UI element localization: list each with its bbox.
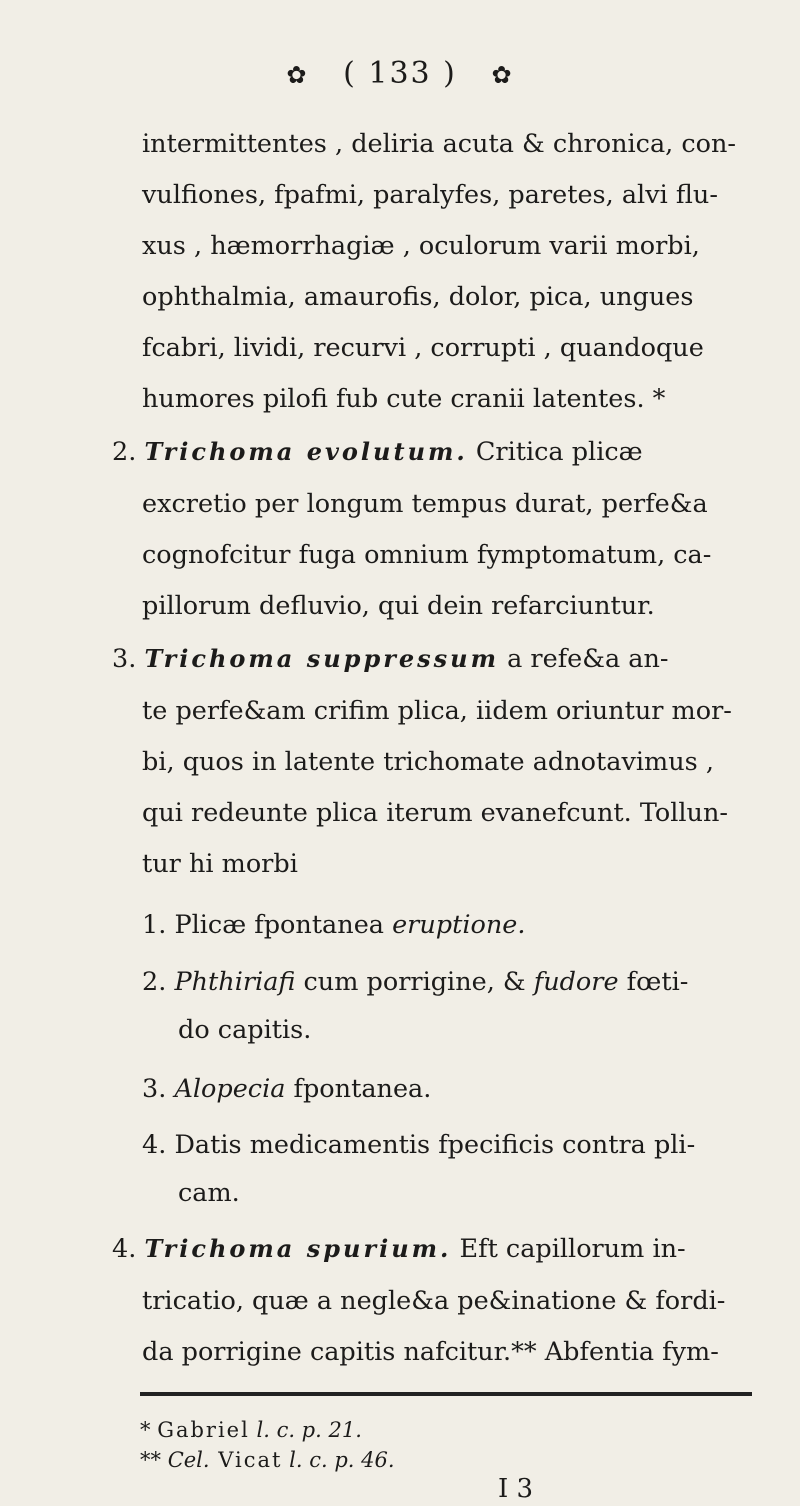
text-line: bi, quos in latente trichomate adnotavimus ,: [142, 747, 714, 777]
footnote-ref: l. c. p. 21.: [249, 1418, 362, 1442]
text-line: cognofcitur fuga omnium fymptomatum, ca-: [142, 540, 712, 570]
signature-mark: I 3: [498, 1474, 534, 1504]
section-title: Trichoma suppressum: [144, 644, 500, 673]
item-text: Datis medicamentis fpecificis contra pli-: [174, 1130, 696, 1160]
item-number: 3.: [142, 1074, 167, 1104]
footnote-author-title: Cel.: [167, 1448, 210, 1472]
ornament-right-icon: ✿: [491, 61, 514, 89]
section-title: Trichoma spurium.: [144, 1234, 452, 1263]
item-emphasis: eruptione.: [392, 910, 526, 940]
list-item: [142, 967, 689, 997]
text-line: da porrigine capitis nafcitur.** Abfentia fym-: [142, 1337, 719, 1367]
text-line: tricatio, quæ a negle&a pe&inatione & fordi-: [142, 1286, 726, 1316]
section-text: Eft capillorum in-: [451, 1234, 686, 1264]
text-line: fcabri, lividi, recurvi , corrupti , quandoque: [142, 333, 704, 363]
item-emphasis: Phthiriafi: [174, 967, 296, 997]
section-number: 3.: [112, 644, 137, 674]
footnote: [140, 1448, 395, 1472]
section-number: 4.: [112, 1234, 137, 1264]
item-number: 1.: [142, 910, 167, 940]
item-emphasis: Alopecia: [174, 1074, 286, 1104]
text-line: humores pilofi fub cute cranii latentes. *: [142, 384, 666, 414]
section-text: a refe&a an-: [499, 644, 669, 674]
footnote-mark: *: [140, 1418, 151, 1442]
text-line: te perfe&am crifim plica, iidem oriuntur mor-: [142, 696, 732, 726]
footnote-ref: l. c. p. 46.: [282, 1448, 395, 1472]
item-number: 4.: [142, 1130, 167, 1160]
ornament-left-icon: ✿: [286, 61, 309, 89]
footnote: [140, 1418, 362, 1442]
item-emphasis: fudore: [533, 967, 619, 997]
list-item-continuation: do capitis.: [178, 1015, 312, 1045]
text-line: pillorum defluvio, qui dein refarciuntur.: [142, 591, 655, 621]
item-number: 2.: [142, 967, 167, 997]
text-line: vulfiones, fpafmi, paralyfes, paretes, alvi flu-: [142, 180, 718, 210]
section-number: 2.: [112, 437, 137, 467]
item-text: fpontanea.: [285, 1074, 432, 1104]
text-line: intermittentes , deliria acuta & chronica, con-: [142, 129, 737, 159]
text-line: ophthalmia, amaurofis, dolor, pica, ungues: [142, 282, 694, 312]
footnote-mark: **: [140, 1448, 161, 1472]
section-text: Critica plicæ: [467, 437, 643, 467]
list-item: [142, 910, 526, 940]
page-header: [0, 56, 800, 91]
footnote-rule: [140, 1392, 752, 1396]
page-number: ( 133 ): [343, 56, 457, 91]
text-line: excretio per longum tempus durat, perfe&a: [142, 489, 708, 519]
list-item: [142, 1074, 432, 1104]
footnote-author: Vicat: [209, 1448, 283, 1472]
list-item-continuation: cam.: [178, 1178, 240, 1208]
text-line: xus , hæmorrhagiæ , oculorum varii morbi,: [142, 231, 700, 261]
list-item: [142, 1130, 696, 1160]
section-title: Trichoma evolutum.: [144, 437, 468, 466]
section-4-heading: [112, 1234, 686, 1264]
footnote-author: Gabriel: [157, 1418, 250, 1442]
item-text: Plicæ fpontanea: [174, 910, 393, 940]
text-line: qui redeunte plica iterum evanefcunt. Tollun-: [142, 798, 729, 828]
section-3-heading: [112, 644, 669, 674]
item-text: fœti-: [618, 967, 689, 997]
item-text: cum porrigine, &: [295, 967, 534, 997]
section-2-heading: [112, 437, 643, 467]
text-line: tur hi morbi: [142, 849, 298, 879]
